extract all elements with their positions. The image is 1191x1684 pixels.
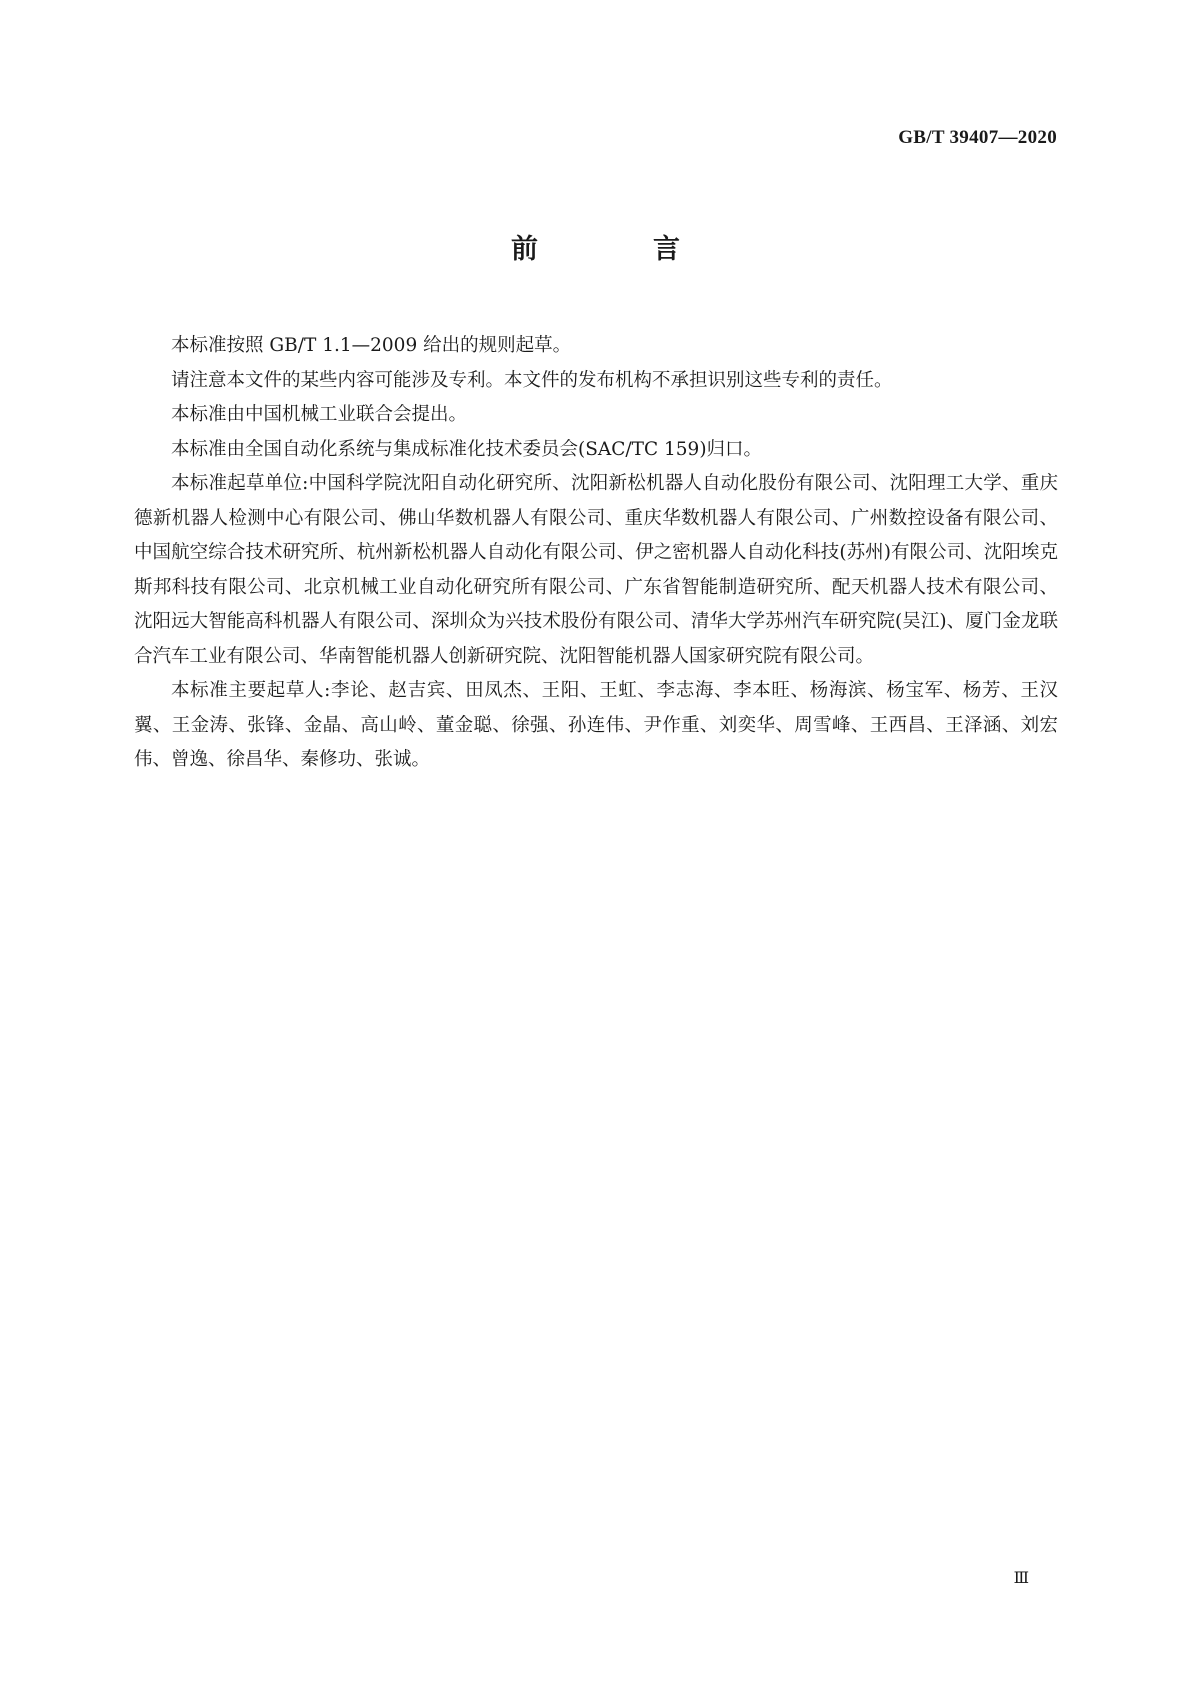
paragraph-centralized-management: 本标准由全国自动化系统与集成标准化技术委员会(SAC/TC 159)归口。	[171, 438, 763, 460]
page-title: 前 言	[511, 234, 724, 265]
paragraph-patent-notice: 请注意本文件的某些内容可能涉及专利。本文件的发布机构不承担识别这些专利的责任。	[171, 369, 893, 391]
standard-code: GB/T 39407—2020	[898, 127, 1057, 148]
paragraph-drafting-units: 本标准起草单位:中国科学院沈阳自动化研究所、沈阳新松机器人自动化股份有限公司、沈阳理工大学、重庆德新机器人检测中心有限公司、佛山华数机器人有限公司、重庆华数机器人有限公司、广州数控设备有限公司、中国航空综合技术研究所、杭州新松机器人自动化有限公司、伊之密机器人自动化科技(苏州)有限公司、沈阳埃克斯邦科技有限公司、北京机械工业自动化研究所有限公司、广东省智能制造研究所、配天机器人技术有限公司、沈阳远大智能高科机器人有限公司、深圳众为兴技术股份有限公司、清华大学苏州汽车研究院(吴江)、厦门金龙联合汽车工业有限公司、华南智能机器人创新研究院、沈阳智能机器人国家研究院有限公司。	[134, 473, 1058, 667]
foreword-body	[134, 329, 1058, 778]
paragraph-proposer: 本标准由中国机械工业联合会提出。	[171, 404, 468, 425]
paragraph-main-drafters: 本标准主要起草人:李论、赵吉宾、田凤杰、王阳、王虹、李志海、李本旺、杨海滨、杨宝军、杨芳、王汉翼、王金涛、张锋、金晶、高山岭、董金聪、徐强、孙连伟、尹作重、刘奕华、周雪峰、王西昌、王泽涵、刘宏伟、曾逸、徐昌华、秦修功、张诚。	[134, 680, 1058, 770]
page-number: Ⅲ	[1013, 1570, 1029, 1587]
paragraph-drafting-rules: 本标准按照 GB/T 1.1—2009 给出的规则起草。	[171, 335, 572, 356]
